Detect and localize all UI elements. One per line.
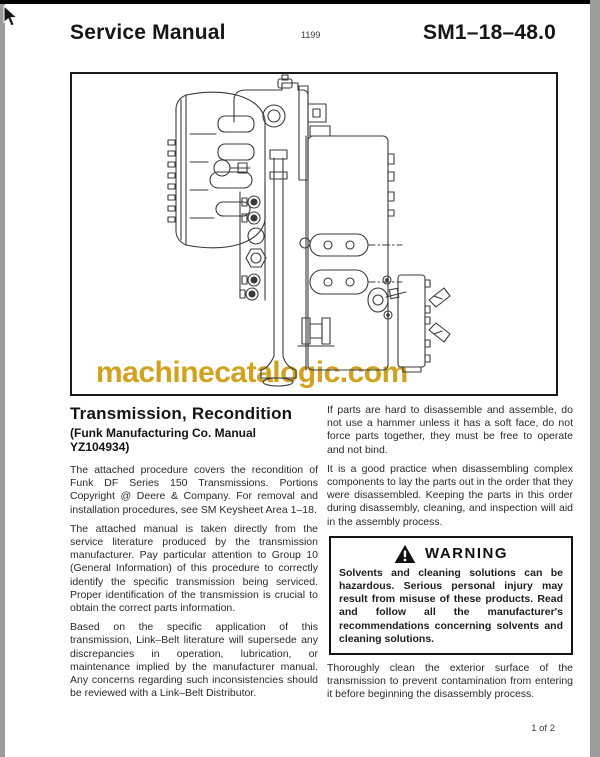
output-section: [398, 275, 450, 372]
left-column: [70, 404, 318, 706]
mouse-pointer-icon: [3, 5, 19, 29]
warning-triangle-icon: [394, 544, 416, 564]
paragraph-manual-source: The attached manual is taken directly from the service literature produced by the transmission manufacturer. Pay particular attention to Group 10 (General Information) of this procedure to correctly identify the specific transmission being serviced. Proper identification of the transmission is crucial to obtain the correct parts information.: [70, 522, 318, 615]
vertical-tube: [261, 150, 296, 386]
window-top-bar: [0, 0, 590, 4]
transmission-figure: [70, 72, 558, 396]
paragraph-parts-order: It is a good practice when disassembling complex components to lay the parts out in the order that they were disassembled. Keeping the parts in this order during disassembly, cleaning, and inspection will aid in the assembly process.: [327, 462, 573, 528]
side-bolt: [214, 160, 250, 176]
top-housing: [234, 75, 326, 180]
page-indicator: 1 of 2: [531, 723, 555, 734]
page-edge-right[interactable]: [590, 0, 600, 757]
watermark-text: machinecatalogic.com: [96, 356, 408, 389]
section-subheading: (Funk Manufacturing Co. Manual YZ104934): [70, 426, 256, 454]
transmission-diagram-image: [72, 74, 556, 394]
page-edge-left: [0, 0, 5, 757]
warning-box: [329, 536, 573, 655]
paragraph-linkbelt-literature: Based on the specific application of this transmission, Link–Belt literature will supersede any discrepancies in operation, lubrication, or maintenance implied by the manufacturer manual. Any concerns regarding such inconsistencies should be reviewed with a Link–Belt Distributor.: [70, 621, 318, 700]
right-column: [327, 404, 573, 708]
doc-number: SM1–18–48.0: [423, 21, 556, 44]
section-heading: Transmission, Recondition: [70, 404, 293, 423]
main-case: [298, 126, 402, 370]
bell-housing-flange: [168, 95, 186, 245]
date-code: 1199: [301, 30, 321, 40]
paragraph-disassembly-care: If parts are hard to disassemble and assemble, do not use a hammer unless it has a soft face, do not force parts together, they must be free to operate and not bind.: [327, 404, 573, 456]
page-title: Service Manual: [70, 21, 226, 44]
warning-title: WARNING: [425, 545, 508, 563]
bell-housing-drum: [186, 92, 265, 248]
paragraph-procedure-scope: The attached procedure covers the recondition of Funk DF Series 150 Transmissions. Portions Copyright @ Deere & Company. For removal and installation procedures, see SM Keysheet Area 1–18.: [70, 464, 318, 516]
warning-text: Solvents and cleaning solutions can be hazardous. Serious personal injury may result from misuse of these products. Read and follow all the manufacturer's recommendations concerning solvents and cleaning solutions.: [339, 566, 563, 645]
warning-header: [339, 544, 563, 564]
paragraph-clean-exterior: Thoroughly clean the exterior surface of the transmission to prevent contamination from entering it before beginning the disassembly process.: [327, 662, 573, 701]
